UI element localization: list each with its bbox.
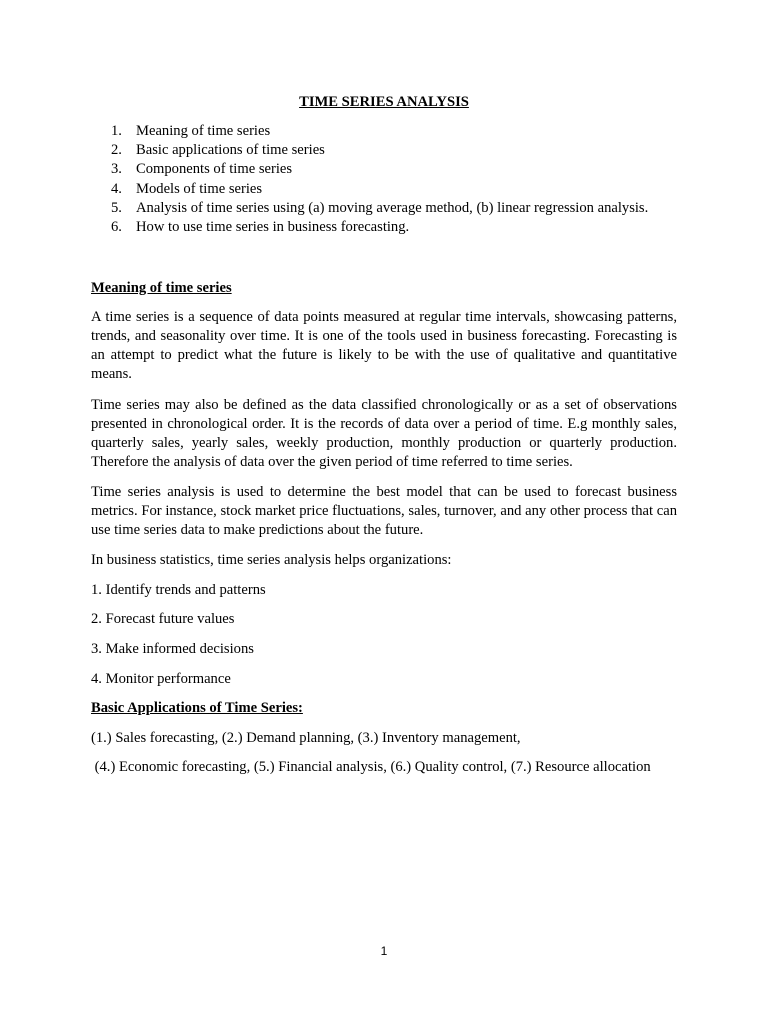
- toc-item: [111, 160, 648, 179]
- list-item: 2. Forecast future values: [91, 611, 235, 627]
- paragraph-analysis-use: Time series analysis is used to determine the best model that can be used to forecast business metrics. For instance, stock market price fluctuations, sales, turnover, and any other process that can use time series data to make predictions about the future.: [91, 484, 677, 538]
- list-item: 1. Identify trends and patterns: [91, 582, 266, 598]
- toc-item: [111, 122, 648, 141]
- meaning-heading: Meaning of time series: [91, 280, 232, 296]
- toc-item: [111, 141, 648, 160]
- applications-line: (4.) Economic forecasting, (5.) Financial analysis, (6.) Quality control, (7.) Resource allocation: [91, 759, 651, 775]
- toc-item-number: 6.: [111, 218, 122, 235]
- toc-item: [111, 218, 648, 237]
- list-item: 3. Make informed decisions: [91, 641, 254, 657]
- table-of-contents: [111, 122, 648, 237]
- list-item: 4. Monitor performance: [91, 671, 231, 687]
- toc-item: [111, 199, 648, 218]
- toc-item-number: 5.: [111, 199, 122, 216]
- paragraph-definition: A time series is a sequence of data points measured at regular time intervals, showcasing patterns, trends, and seasonality over time. It is one of the tools used in business forecasting. Forecasting is an attempt to predict what the future is likely to be with the use of qualitative and quantitative means.: [91, 309, 677, 382]
- paragraph-chronological: Time series may also be defined as the data classified chronologically or as a set of observations presented in chronological order. It is the records of data over a period of time. E.g monthly sales, quarterly sales, yearly sales, weekly production, monthly production or quarterly production. Therefore the analysis of data over the given period of time referred to time series.: [91, 397, 677, 470]
- toc-item-text: Models of time series: [136, 180, 263, 197]
- toc-item: [111, 180, 648, 199]
- document-title: TIME SERIES ANALYSIS: [299, 94, 469, 110]
- toc-item-text: Components of time series: [136, 161, 293, 178]
- toc-item-text: Meaning of time series: [136, 123, 271, 139]
- toc-item-number: 3.: [111, 161, 122, 178]
- toc-item-number: 4.: [111, 180, 122, 197]
- toc-item-text: Basic applications of time series: [136, 142, 325, 159]
- toc-item-number: 2.: [111, 142, 122, 159]
- applications-line: (1.) Sales forecasting, (2.) Demand planning, (3.) Inventory management,: [91, 730, 521, 746]
- toc-item-text: How to use time series in business forecasting.: [136, 218, 410, 235]
- paragraph-helps-intro: In business statistics, time series analysis helps organizations:: [91, 552, 452, 568]
- page-number: 1: [380, 944, 388, 958]
- toc-item-number: 1.: [111, 123, 122, 139]
- toc-item-text: Analysis of time series using (a) moving average method, (b) linear regression analysis.: [136, 199, 649, 216]
- applications-heading: Basic Applications of Time Series:: [91, 700, 303, 716]
